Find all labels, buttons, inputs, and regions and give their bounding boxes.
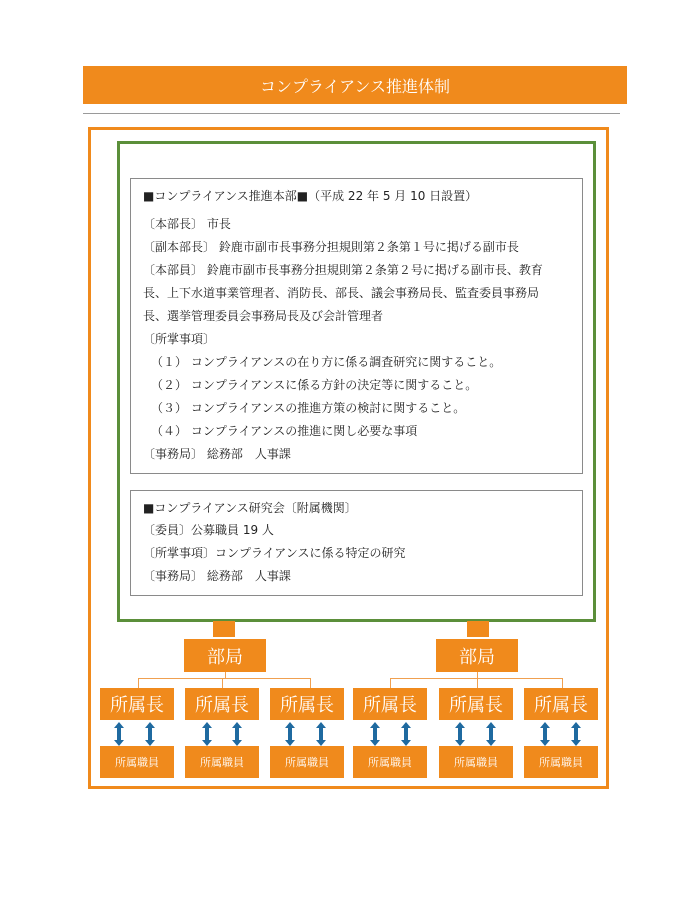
- connector-right: [467, 621, 489, 637]
- tree-line: [138, 678, 311, 679]
- hq-line: 〔副本部長〕 鈴鹿市副市長事務分担規則第２条第１号に掲げる副市長: [143, 240, 519, 254]
- hq-line: 〔本部長〕 市長: [143, 217, 231, 231]
- connector-left: [213, 621, 235, 637]
- two-way-arrow-icon: [114, 722, 124, 746]
- sg-line: 〔委員〕公募職員 19 人: [143, 523, 274, 537]
- two-way-arrow-icon: [370, 722, 380, 746]
- tree-line: [477, 678, 478, 688]
- manager-box: 所属長: [185, 688, 259, 720]
- hq-line: 〔所掌事項〕: [143, 332, 216, 346]
- staff-box: 所属職員: [439, 746, 513, 778]
- tree-line: [390, 678, 391, 688]
- manager-box: 所属長: [100, 688, 174, 720]
- two-way-arrow-icon: [232, 722, 242, 746]
- manager-box: 所属長: [439, 688, 513, 720]
- tree-line: [310, 678, 311, 688]
- two-way-arrow-icon: [202, 722, 212, 746]
- title-divider: [83, 113, 620, 114]
- hq-line: 〔本部員〕 鈴鹿市副市長事務分担規則第２条第２号に掲げる副市長、教育: [143, 263, 543, 277]
- tree-line: [138, 678, 139, 688]
- dept-box-right: 部局: [436, 639, 518, 672]
- staff-box: 所属職員: [185, 746, 259, 778]
- staff-box: 所属職員: [524, 746, 598, 778]
- tree-line: [222, 678, 223, 688]
- headquarters-heading: ■コンプライアンス推進本部■（平成 22 年 5 月 10 日設置）: [143, 189, 478, 203]
- headquarters-box: [130, 178, 583, 474]
- manager-box: 所属長: [353, 688, 427, 720]
- sg-line: 〔所掌事項〕コンプライアンスに係る特定の研究: [143, 546, 406, 560]
- two-way-arrow-icon: [285, 722, 295, 746]
- hq-item: （４） コンプライアンスの推進に関し必要な事項: [151, 424, 418, 438]
- hq-line: 長、選挙管理委員会事務局長及び会計管理者: [143, 309, 384, 323]
- two-way-arrow-icon: [145, 722, 155, 746]
- hq-office: 〔事務局〕 総務部 人事課: [143, 447, 291, 461]
- two-way-arrow-icon: [316, 722, 326, 746]
- page-title: コンプライアンス推進体制: [83, 66, 627, 104]
- staff-box: 所属職員: [270, 746, 344, 778]
- two-way-arrow-icon: [540, 722, 550, 746]
- study-group-heading: ■コンプライアンス研究会〔附属機関〕: [143, 501, 357, 515]
- two-way-arrow-icon: [486, 722, 496, 746]
- two-way-arrow-icon: [455, 722, 465, 746]
- hq-item: （３） コンプライアンスの推進方策の検討に関すること。: [151, 401, 466, 415]
- two-way-arrow-icon: [571, 722, 581, 746]
- hq-line: 長、上下水道事業管理者、消防長、部長、議会事務局長、監査委員事務局: [143, 286, 540, 300]
- staff-box: 所属職員: [353, 746, 427, 778]
- hq-item: （１） コンプライアンスの在り方に係る調査研究に関すること。: [151, 355, 502, 369]
- two-way-arrow-icon: [401, 722, 411, 746]
- staff-box: 所属職員: [100, 746, 174, 778]
- tree-line: [562, 678, 563, 688]
- manager-box: 所属長: [524, 688, 598, 720]
- manager-box: 所属長: [270, 688, 344, 720]
- dept-box-left: 部局: [184, 639, 266, 672]
- hq-item: （２） コンプライアンスに係る方針の決定等に関すること。: [151, 378, 478, 392]
- sg-line: 〔事務局〕 総務部 人事課: [143, 569, 291, 583]
- study-group-box: [130, 490, 583, 596]
